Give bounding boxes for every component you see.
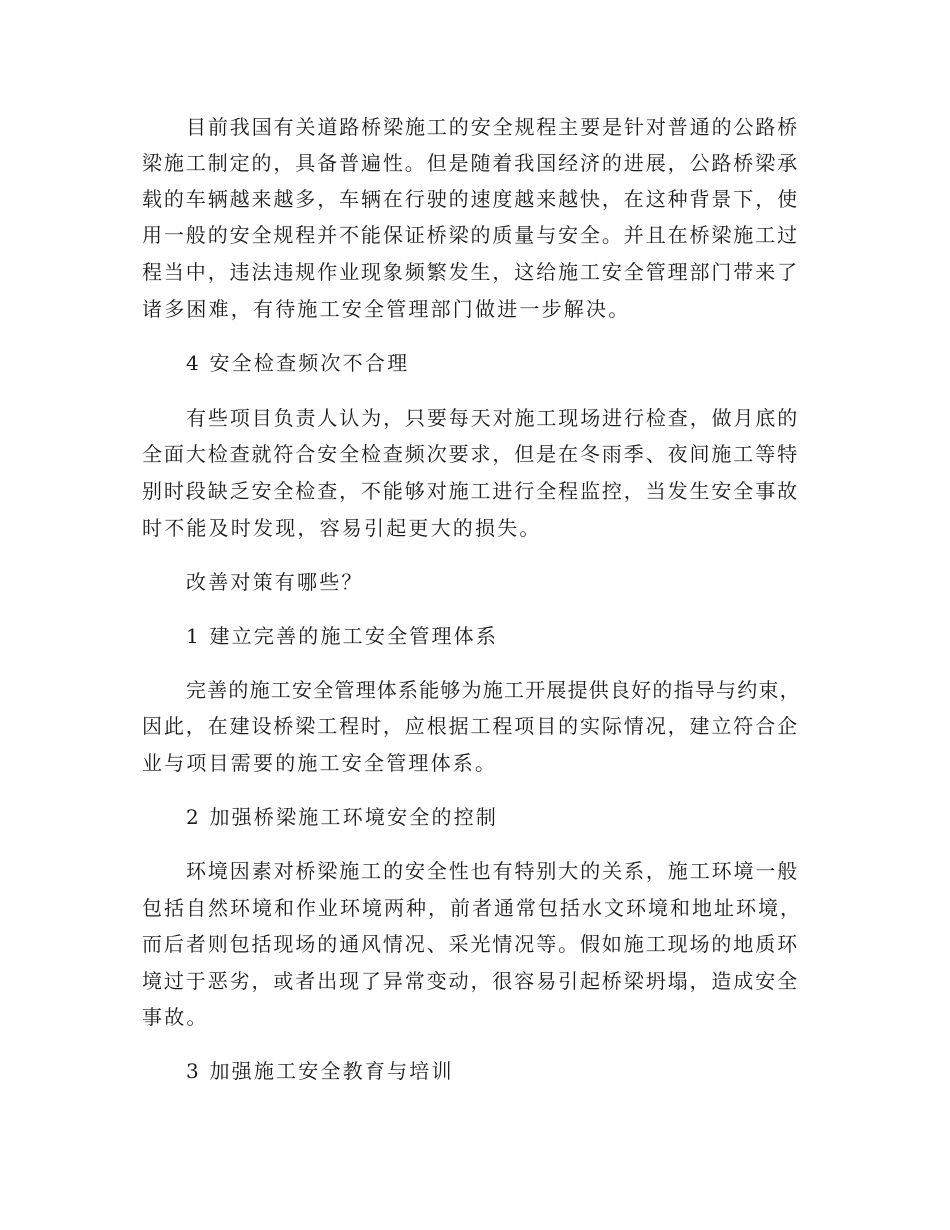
- paragraph-line: 有些项目负责人认为，只要每天对施工现场进行检查，做月底的: [186, 406, 800, 430]
- paragraph-line: 境过于恶劣，或者出现了异常变动，很容易引起桥梁坍塌，造成安全: [142, 969, 799, 993]
- paragraph-line: 事故。: [142, 1005, 209, 1029]
- paragraph-line: 因此，在建设桥梁工程时，应根据工程项目的实际情况，建立符合企: [142, 714, 799, 738]
- paragraph-line: 包括自然环境和作业环境两种，前者通常包括水文环境和地址环境，: [142, 896, 802, 920]
- question-line: 改善对策有哪些？: [186, 570, 364, 594]
- paragraph-line: 环境因素对桥梁施工的安全性也有特别大的关系，施工环境一般: [186, 859, 800, 883]
- paragraph-line: 用一般的安全规程并不能保证桥梁的质量与安全。并且在桥梁施工过: [142, 223, 799, 247]
- paragraph-line: 而后者则包括现场的通风情况、采光情况等。假如施工现场的地质环: [142, 932, 799, 956]
- paragraph-line: 时不能及时发现，容易引起更大的损失。: [142, 516, 542, 540]
- paragraph-line: 完善的施工安全管理体系能够为施工开展提供良好的指导与约束，: [186, 678, 801, 702]
- paragraph-line: 全面大检查就符合安全检查频次要求，但是在冬雨季、夜间施工等特: [142, 442, 799, 466]
- paragraph-line: 梁施工制定的，具备普遍性。但是随着我国经济的进展，公路桥梁承: [142, 151, 799, 175]
- paragraph-line: 载的车辆越来越多，车辆在行驶的速度越来越快，在这种背景下，使: [142, 187, 799, 211]
- section-heading: 4 安全检查频次不合理: [186, 351, 410, 375]
- section-heading: 1 建立完善的施工安全管理体系: [186, 624, 499, 648]
- paragraph-line: 程当中，违法违规作业现象频繁发生，这给施工安全管理部门带来了: [142, 260, 799, 284]
- paragraph-line: 业与项目需要的施工安全管理体系。: [142, 751, 498, 775]
- section-heading: 3 加强施工安全教育与培训: [186, 1059, 454, 1083]
- paragraph-line: 诸多困难，有待施工安全管理部门做进一步解决。: [142, 297, 631, 321]
- section-heading: 2 加强桥梁施工环境安全的控制: [186, 805, 499, 829]
- paragraph-line: 目前我国有关道路桥梁施工的安全规程主要是针对普通的公路桥: [186, 115, 800, 139]
- paragraph-line: 别时段缺乏安全检查，不能够对施工进行全程监控，当发生安全事故: [142, 479, 799, 503]
